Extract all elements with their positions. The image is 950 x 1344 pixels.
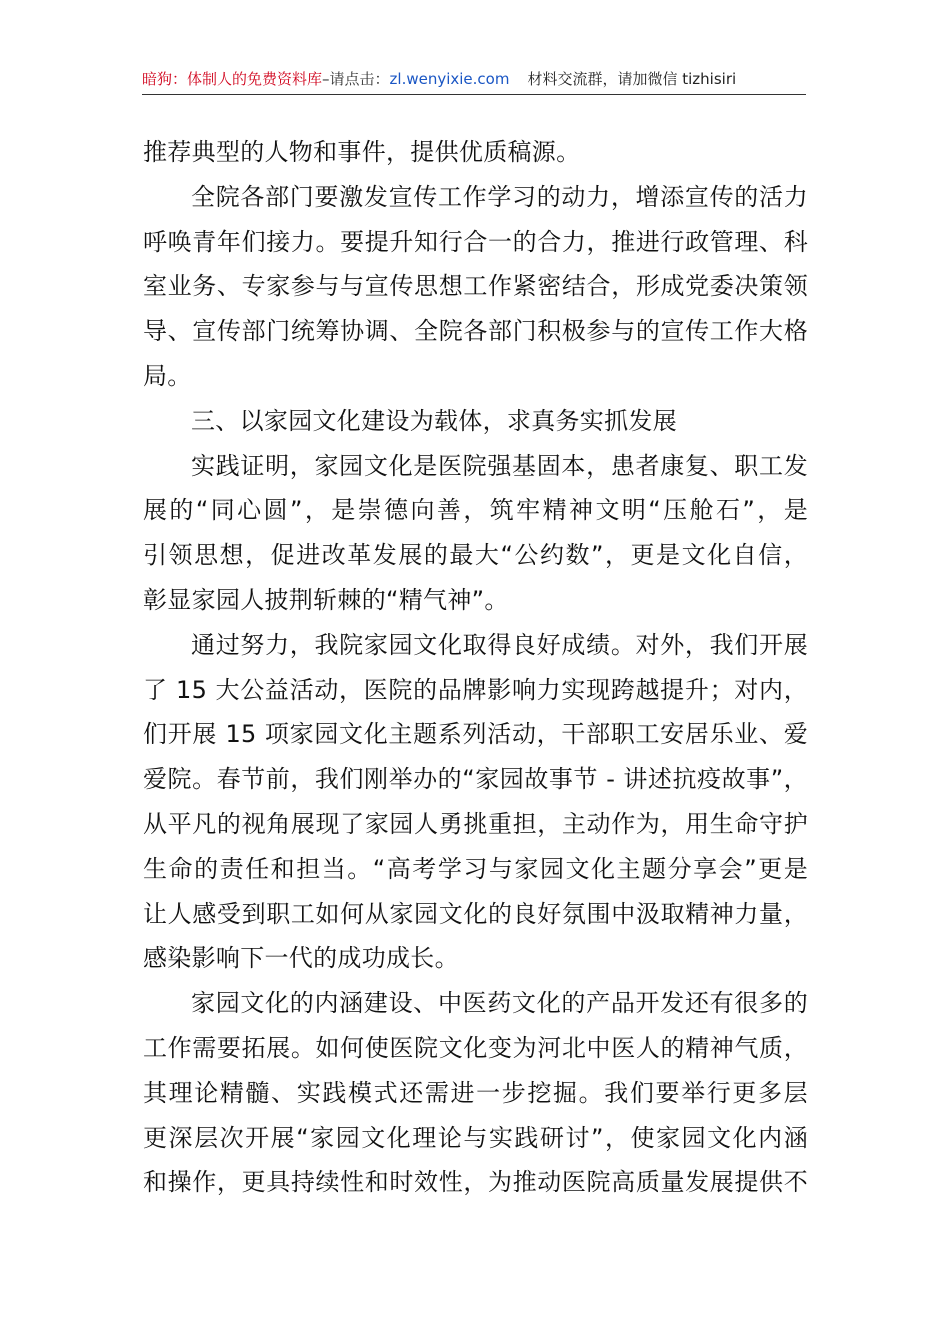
document-body [143, 130, 808, 1205]
text-line: 导、宣传部门统筹协调、全院各部门积极参与的宣传工作大格 [143, 317, 808, 346]
text-line: 爱院。春节前，我们刚举办的“家园故事节 - 讲述抗疫故事”， [143, 765, 808, 794]
text-line: 推荐典型的人物和事件，提供优质稿源。 [143, 138, 581, 166]
text-line: 彰显家园人披荆斩棘的“精气神”。 [143, 585, 509, 614]
text-line: 工作需要拓展。如何使医院文化变为河北中医人的精神气质， [143, 1033, 808, 1062]
text-line: 从平凡的视角展现了家园人勇挑重担，主动作为，用生命守护 [143, 809, 808, 838]
page-header [142, 64, 806, 95]
text-line: 呼唤青年们接力。要提升知行合一的合力，推进行政管理、科 [143, 227, 808, 256]
text-line: 更深层次开展“家园文化理论与实践研讨”，使家园文化内涵 [143, 1123, 808, 1152]
text-line: 让人感受到职工如何从家园文化的良好氛围中汲取精神力量， [143, 899, 808, 928]
text-line: 了 15 大公益活动，医院的品牌影响力实现跨越提升；对内， [143, 675, 808, 704]
header-url-link[interactable]: zl.wenyixie.com [389, 70, 510, 88]
text-line: 三、以家园文化建设为载体，求真务实抓发展 [191, 406, 677, 435]
text-line: 通过努力，我院家园文化取得良好成绩。对外，我们开展 [191, 630, 808, 659]
text-line: 实践证明，家园文化是医院强基固本，患者康复、职工发 [191, 451, 808, 480]
text-line: 室业务、专家参与与宣传思想工作紧密结合，形成党委决策领 [143, 272, 808, 301]
text-line: 局。 [143, 361, 192, 390]
text-line: 展的“同心圆”，是崇德向善，筑牢精神文明“压舱石”，是 [143, 496, 808, 525]
text-line: 和操作，更具持续性和时效性，为推动医院高质量发展提供不 [143, 1168, 808, 1197]
text-line: 感染影响下一代的成功成长。 [143, 944, 459, 973]
text-line: 生命的责任和担当。“高考学习与家园文化主题分享会”更是 [143, 854, 808, 883]
text-line: 家园文化的内涵建设、中医药文化的产品开发还有很多的 [191, 989, 808, 1018]
header-brand: 暗狗：体制人的免费资料库 [142, 70, 323, 88]
text-line: 其理论精髓、实践模式还需进一步挖掘。我们要举行更多层 [143, 1078, 808, 1107]
text-line: 们开展 15 项家园文化主题系列活动，干部职工安居乐业、爱 [143, 720, 808, 749]
header-click-prompt: –请点击： [322, 70, 390, 88]
text-line: 引领思想，促进改革发展的最大“公约数”，更是文化自信， [143, 541, 808, 570]
text-line: 全院各部门要激发宣传工作学习的动力，增添宣传的活力 [191, 182, 808, 211]
header-contact: 材料交流群，请加微信 tizhisiri [527, 70, 737, 88]
